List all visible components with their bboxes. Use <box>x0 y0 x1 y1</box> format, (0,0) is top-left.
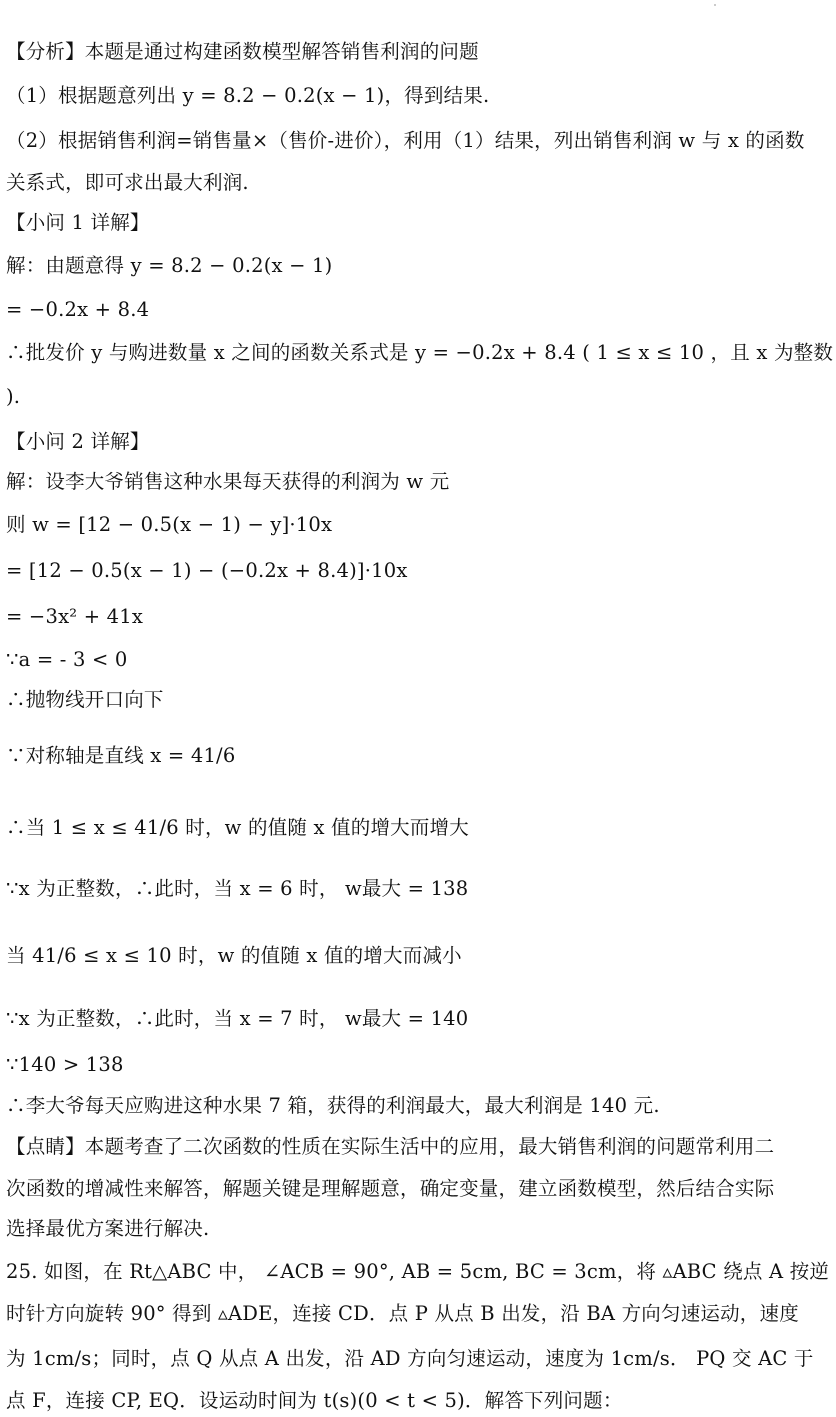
part-2-line-6: ∴抛物线开口向下 <box>6 688 164 711</box>
analysis-heading: 【分析】本题是通过构建函数模型解答销售利润的问题 <box>6 40 479 63</box>
part-2-line-10: 当 41/6 ≤ x ≤ 10 时，w 的值随 x 值的增大而减小 <box>6 944 462 967</box>
part-2-line-12: ∵140 > 138 <box>6 1053 124 1076</box>
part-2-heading: 【小问 2 详解】 <box>6 430 150 453</box>
problem-25-line-2: 时针方向旋转 90° 得到 ▵ADE，连接 CD．点 P 从点 B 出发，沿 BA 方向匀速运动，速度 <box>6 1302 799 1325</box>
part-2-conclusion: ∴李大爷每天应购进这种水果 7 箱，获得的利润最大，最大利润是 140 元. <box>6 1094 660 1117</box>
part-1-line-1: 解：由题意得 y = 8.2 − 0.2(x − 1) <box>6 254 333 277</box>
scan-speck <box>714 4 716 6</box>
part-1-conclusion-cont: ). <box>6 385 21 408</box>
part-2-line-7: ∵对称轴是直线 x = 41/6 <box>6 744 236 767</box>
part-1-conclusion: ∴批发价 y 与购进数量 x 之间的函数关系式是 y = −0.2x + 8.4 ( 1 ≤ x ≤ 10 ，且 x 为整数 <box>6 341 834 364</box>
part-1-line-2: = −0.2x + 8.4 <box>6 298 150 321</box>
part-2-line-9: ∵x 为正整数，∴此时，当 x = 6 时， w最大 = 138 <box>6 877 469 900</box>
comment-line-1: 【点睛】本题考查了二次函数的性质在实际生活中的应用，最大销售利润的问题常利用二 <box>6 1135 775 1158</box>
problem-25-line-1: 25. 如图，在 Rt△ABC 中， ∠ACB = 90°, AB = 5cm, BC = 3cm，将 ▵ABC 绕点 A 按逆 <box>6 1260 830 1283</box>
comment-line-3: 选择最优方案进行解决. <box>6 1217 210 1240</box>
analysis-step-1: （1）根据题意列出 y = 8.2 − 0.2(x − 1)，得到结果. <box>6 84 490 107</box>
part-2-line-3: = [12 − 0.5(x − 1) − (−0.2x + 8.4)]·10x <box>6 559 408 582</box>
part-2-line-1: 解：设李大爷销售这种水果每天获得的利润为 w 元 <box>6 470 450 493</box>
problem-25-line-4: 点 F，连接 CP, EQ．设运动时间为 t(s)(0 < t < 5)．解答下列问题： <box>6 1389 623 1412</box>
part-2-line-5: ∵a = - 3 < 0 <box>6 648 128 671</box>
part-1-heading: 【小问 1 详解】 <box>6 211 150 234</box>
part-2-line-11: ∵x 为正整数，∴此时，当 x = 7 时， w最大 = 140 <box>6 1007 469 1030</box>
part-2-line-4: = −3x² + 41x <box>6 605 144 628</box>
problem-25-line-3: 为 1cm/s；同时，点 Q 从点 A 出发，沿 AD 方向匀速运动，速度为 1cm/s． PQ 交 AC 于 <box>6 1347 814 1370</box>
part-2-line-2: 则 w = [12 − 0.5(x − 1) − y]·10x <box>6 513 333 536</box>
part-2-line-8: ∴当 1 ≤ x ≤ 41/6 时，w 的值随 x 值的增大而增大 <box>6 816 469 839</box>
analysis-step-2-cont: 关系式，即可求出最大利润. <box>6 171 249 194</box>
analysis-step-2: （2）根据销售利润=销售量×（售价-进价），利用（1）结果，列出销售利润 w 与 x 的函数 <box>6 129 805 152</box>
comment-line-2: 次函数的增减性来解答，解题关键是理解题意，确定变量，建立函数模型，然后结合实际 <box>6 1177 775 1200</box>
